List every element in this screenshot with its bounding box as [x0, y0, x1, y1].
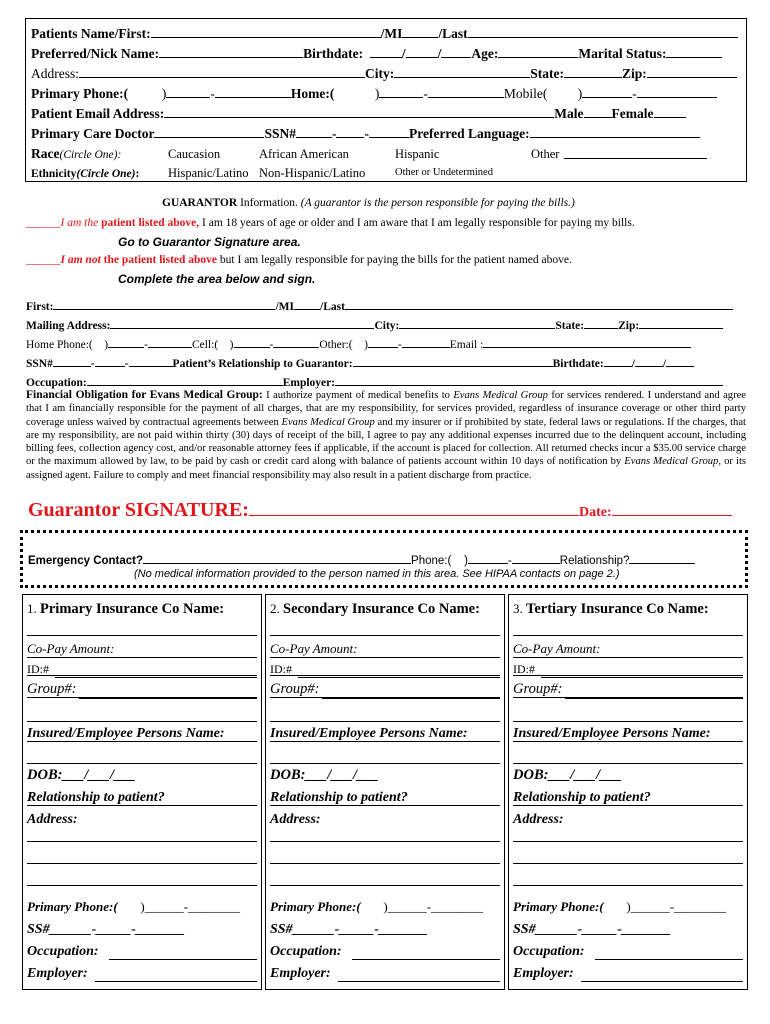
g-address-label: Mailing Address: [26, 320, 111, 332]
ins-fill-line[interactable] [27, 885, 257, 886]
doctor-row: Primary Care Doctor SSN# - - Preferred Language: [31, 125, 700, 142]
marital-status-label: Marital Status: [578, 46, 667, 61]
g-address-field[interactable] [110, 316, 374, 329]
mobile-label: Mobile( [503, 86, 548, 101]
address-label-secondary: Address: [270, 812, 321, 827]
ssn-part3[interactable] [369, 125, 409, 138]
emergency-label: Emergency Contact? [28, 555, 144, 567]
ins-title-secondary: Secondary Insurance Co Name: [283, 601, 480, 617]
g-ssn-part2[interactable] [95, 354, 125, 367]
dob-label-tertiary: DOB:___/___/___ [513, 767, 622, 783]
g-other-line[interactable] [402, 335, 450, 348]
ins-fill-line[interactable] [513, 863, 743, 864]
option-self-rest: I am 18 years of age or older and I am aware that I am legally responsible for paying my bills. [199, 217, 635, 229]
financial-p2: for services rendered. I understand and agree that I am financially responsible for the payment of all charges, that are my responsibility, for services provided, regardless of insurance coverage or other third party coverage unless waived by contractual agreements between [26, 390, 746, 428]
ethnicity-note: (Circle One) [76, 168, 136, 180]
insured-label-tertiary: Insured/Employee Persons Name: [513, 726, 711, 741]
ins-row [27, 789, 257, 806]
g-last-field[interactable] [345, 297, 733, 310]
financial-emg-3: Evans Medical Group [624, 456, 719, 468]
state-field[interactable] [564, 65, 622, 78]
group-label-tertiary: Group#: [513, 681, 563, 697]
employer-field[interactable] [338, 981, 500, 982]
insurance-column-tertiary [508, 594, 748, 990]
ins-num-secondary: 2. [270, 601, 280, 616]
signature-label: Guarantor SIGNATURE: [28, 499, 249, 521]
ins-fill-line[interactable] [513, 885, 743, 886]
g-zip-label: Zip: [618, 320, 640, 332]
ins-fill-line[interactable] [27, 841, 257, 842]
employer-label-secondary: Employer: [270, 966, 331, 981]
ins-fill-line[interactable] [513, 721, 743, 722]
option-other-italic: I am not [60, 254, 101, 266]
group-field[interactable] [322, 698, 500, 699]
primary-phone-prefix[interactable] [166, 85, 210, 98]
ins-fill-line[interactable] [270, 885, 500, 886]
ins-row [27, 965, 257, 982]
ins-row [270, 641, 500, 657]
ins-row [27, 943, 257, 960]
copay-label-primary: Co-Pay Amount: [27, 641, 115, 656]
first-name-field[interactable] [151, 25, 381, 38]
g-other-prefix[interactable] [368, 335, 398, 348]
g-cell-line[interactable] [273, 335, 319, 348]
mi-field[interactable] [402, 25, 438, 38]
ins-fill-line[interactable] [513, 841, 743, 842]
ss-label-primary: SS#______-_____-_______ [27, 922, 185, 937]
ins-row [270, 767, 500, 784]
ins-row [270, 921, 500, 938]
primary-phone-label: Primary Phone:( [31, 86, 129, 101]
ins-row [27, 725, 257, 742]
guarantor-phone-row: Home Phone:( ) - Cell:( ) - Other:( ) - Email : [26, 335, 691, 353]
home-phone-line[interactable] [428, 85, 504, 98]
ins-fill-line[interactable] [513, 635, 743, 636]
emergency-note: (No medical information provided to the person named in this area. See HIPAA contacts on page 2.) [134, 568, 620, 580]
marital-status-field[interactable] [666, 45, 722, 58]
g-first-label: First: [26, 301, 54, 313]
g-city-label: City: [374, 320, 400, 332]
phone-label-primary: Primary Phone:( [27, 899, 118, 914]
ssn-part2[interactable] [336, 125, 364, 138]
id-label-tertiary: ID:# [513, 662, 535, 676]
dob-label-secondary: DOB:___/___/___ [270, 767, 379, 783]
id-field[interactable] [541, 677, 743, 678]
option-other-blank[interactable]: ______ [26, 254, 61, 266]
g-birthdate-label: Birthdate: [552, 358, 604, 370]
copay-field[interactable] [364, 657, 500, 658]
ins-fill-line[interactable] [270, 675, 500, 676]
signature-date-field[interactable] [612, 497, 732, 516]
guarantor-option-self [26, 215, 635, 231]
birth-month-field[interactable] [370, 45, 402, 58]
doctor-field[interactable] [154, 125, 264, 138]
relationship-label-primary: Relationship to patient? [27, 790, 165, 805]
insurance-column-secondary [265, 594, 505, 990]
race-note: (Circle One): [59, 149, 122, 161]
ins-row [270, 681, 500, 698]
race-option-hispanic[interactable]: Hispanic [395, 147, 440, 161]
occupation-field[interactable] [109, 959, 257, 960]
relationship-label-secondary: Relationship to patient? [270, 790, 408, 805]
first-name-label: Patients Name/First: [31, 26, 151, 41]
occupation-field[interactable] [352, 959, 500, 960]
ssn-part1[interactable] [296, 125, 332, 138]
financial-emg-1: Evans Medical Group [453, 390, 548, 401]
g-email-label: Email : [449, 339, 484, 351]
ins-row [27, 921, 257, 938]
ins-row: Primary Phone:( )______-________ [513, 899, 727, 914]
city-field[interactable] [394, 65, 530, 78]
race-option-other[interactable]: Other [531, 147, 560, 161]
birthdate-label: Birthdate: [303, 46, 364, 61]
complete-area-below: Complete the area below and sign. [118, 272, 316, 286]
g-employer-field[interactable] [335, 373, 723, 386]
g-other-label: Other:( [319, 339, 353, 351]
mobile-prefix[interactable] [582, 85, 632, 98]
g-relationship-field[interactable] [353, 354, 553, 367]
ethnicity-colon: : [135, 168, 140, 180]
signature-field[interactable] [249, 497, 579, 516]
id-field[interactable] [55, 677, 257, 678]
guarantor-ssn-row: SSN# - - Patient’s Relationship to Guarantor: Birthdate: / / [26, 354, 694, 372]
ethnicity-option-other[interactable]: Other or Undetermined [395, 167, 493, 178]
group-field[interactable] [565, 698, 743, 699]
race-label: Race [31, 146, 60, 161]
ins-fill-line[interactable] [270, 863, 500, 864]
guarantor-heading [162, 195, 575, 211]
ins-row [513, 767, 743, 784]
state-label: State: [530, 66, 564, 81]
insured-label-primary: Insured/Employee Persons Name: [27, 726, 225, 741]
signature-date-label: Date: [578, 505, 612, 520]
group-label-secondary: Group#: [270, 681, 320, 697]
g-first-field[interactable] [53, 297, 275, 310]
g-city-field[interactable] [399, 316, 555, 329]
email-row [31, 105, 686, 122]
option-other-rest: but I am legally responsible for paying the bills for the patient named above. [217, 254, 572, 266]
g-state-label: State: [555, 320, 585, 332]
relationship-field[interactable] [663, 805, 743, 806]
address-row [31, 65, 737, 82]
ins-fill-line[interactable] [270, 841, 500, 842]
employer-label-tertiary: Employer: [513, 966, 574, 981]
guarantor-heading-note: (A guarantor is the person responsible for paying the bills.) [300, 197, 575, 209]
g-ssn-label: SSN# [26, 358, 53, 370]
patient-info-section [25, 18, 747, 182]
option-self-italic: I am the [60, 217, 99, 229]
birth-year-field[interactable] [441, 45, 471, 58]
employer-field[interactable] [95, 981, 257, 982]
email-label: Patient Email Address: [31, 106, 165, 121]
ssn-label: SSN# [264, 126, 296, 141]
address-field[interactable] [79, 65, 365, 78]
option-self-bold: patient listed above, [98, 217, 200, 229]
preferred-name-row: Preferred/Nick Name: Birthdate: / / Age: Marital Status: [31, 45, 722, 62]
home-phone-prefix[interactable] [379, 85, 423, 98]
emergency-contact-row: Emergency Contact? Phone:( ) - Relationship? [28, 551, 695, 569]
relationship-field[interactable] [177, 805, 257, 806]
preferred-name-field[interactable] [159, 45, 303, 58]
financial-title: Financial Obligation for Evans Medical Group: [26, 389, 263, 401]
id-field[interactable] [298, 677, 500, 678]
group-field[interactable] [79, 698, 257, 699]
male-field[interactable] [584, 105, 612, 118]
ins-fill-line[interactable] [27, 721, 257, 722]
relationship-field[interactable] [420, 805, 500, 806]
ins-row [270, 811, 500, 828]
id-label-primary: ID:# [27, 662, 49, 676]
ins-row [513, 681, 743, 698]
financial-emg-2: Evans Medical Group [281, 416, 375, 428]
g-zip-field[interactable] [639, 316, 723, 329]
ins-row [513, 943, 743, 960]
ins-row [270, 601, 500, 618]
copay-label-secondary: Co-Pay Amount: [270, 641, 358, 656]
emergency-phone-prefix[interactable] [468, 551, 508, 564]
ins-row [270, 965, 500, 982]
copay-label-tertiary: Co-Pay Amount: [513, 641, 601, 656]
age-label: Age: [471, 46, 499, 61]
emergency-phone-line[interactable] [512, 551, 560, 564]
race-row [31, 146, 560, 163]
g-mi-label: /MI [275, 301, 294, 313]
mobile-line[interactable] [637, 85, 717, 98]
ins-fill-line[interactable] [270, 763, 500, 764]
language-label: Preferred Language: [408, 126, 530, 141]
home-phone-label: Home:( [290, 86, 335, 101]
birth-day-field[interactable] [406, 45, 438, 58]
preferred-name-label: Preferred/Nick Name: [31, 46, 160, 61]
ins-fill-line[interactable] [27, 863, 257, 864]
email-field[interactable] [164, 105, 554, 118]
ethnicity-option-hispanic[interactable]: Hispanic/Latino [168, 166, 249, 180]
city-label: City: [365, 66, 395, 81]
g-ssn-part1[interactable] [53, 354, 91, 367]
ins-row [27, 681, 257, 698]
ins-row [513, 601, 743, 618]
race-option-african-american[interactable]: African American [259, 147, 349, 161]
ins-fill-line[interactable] [27, 675, 257, 676]
ins-row [270, 943, 500, 960]
employer-field[interactable] [581, 981, 743, 982]
ins-row [27, 767, 257, 784]
financial-p1: I authorize payment of medical benefits to [262, 390, 454, 401]
dob-label-primary: DOB:___/___/___ [27, 767, 136, 783]
g-birth-year[interactable] [666, 354, 694, 367]
address-label-tertiary: Address: [513, 812, 564, 827]
g-birth-day[interactable] [635, 354, 663, 367]
ethnicity-row [31, 165, 493, 182]
guarantor-name-row [26, 297, 733, 315]
primary-phone-line[interactable] [215, 85, 291, 98]
female-field[interactable] [654, 105, 686, 118]
g-home-phone-line[interactable] [148, 335, 192, 348]
occupation-label-tertiary: Occupation: [513, 944, 585, 959]
occupation-label-secondary: Occupation: [270, 944, 342, 959]
ins-row [513, 811, 743, 828]
occupation-field[interactable] [595, 959, 743, 960]
occupation-label-primary: Occupation: [27, 944, 99, 959]
ins-fill-line[interactable] [270, 635, 500, 636]
g-relationship-label: Patient’s Relationship to Guarantor: [172, 358, 353, 370]
emergency-relationship-field[interactable] [629, 551, 695, 564]
race-option-caucasion[interactable]: Caucasion [168, 147, 221, 161]
ins-title-primary: Primary Insurance Co Name: [40, 601, 225, 617]
race-other-field[interactable] [564, 146, 707, 159]
zip-label: Zip: [622, 66, 647, 81]
ethnicity-label: Ethnicity [31, 168, 77, 180]
guarantor-signature-row [28, 497, 732, 525]
age-field[interactable] [498, 45, 578, 58]
ins-title-tertiary: Tertiary Insurance Co Name: [526, 601, 709, 617]
g-home-phone-label: Home Phone:( [26, 339, 93, 351]
relationship-label-tertiary: Relationship to patient? [513, 790, 651, 805]
ins-row: Primary Phone:( )______-________ [270, 899, 484, 914]
last-name-label: /Last [438, 26, 468, 41]
ins-num-primary: 1. [27, 601, 37, 616]
id-label-secondary: ID:# [270, 662, 292, 676]
ethnicity-option-non-hispanic[interactable]: Non-Hispanic/Latino [259, 166, 366, 180]
zip-field[interactable] [647, 65, 737, 78]
address-label-primary: Address: [27, 812, 78, 827]
ins-fill-line[interactable] [513, 741, 743, 742]
ins-fill-line[interactable] [27, 741, 257, 742]
ins-fill-line[interactable] [513, 763, 743, 764]
phone-label-secondary: Primary Phone:( [270, 899, 361, 914]
option-self-blank[interactable]: ______ [26, 217, 61, 229]
ins-fill-line[interactable] [270, 721, 500, 722]
guarantor-option-other [26, 252, 572, 268]
ins-row [513, 965, 743, 982]
employer-label-primary: Employer: [27, 966, 88, 981]
guarantor-heading-rest: Information. [237, 197, 298, 209]
ins-row [513, 921, 743, 938]
g-ssn-part3[interactable] [129, 354, 173, 367]
financial-obligation-text [26, 389, 746, 482]
guarantor-heading-bold: GUARANTOR [162, 197, 238, 209]
option-other-bold: the patient listed above [100, 254, 218, 266]
mi-label: /MI [380, 26, 403, 41]
ins-fill-line[interactable] [513, 675, 743, 676]
phone-label-tertiary: Primary Phone:( [513, 899, 604, 914]
g-occupation-field[interactable] [87, 373, 283, 386]
ins-row [27, 601, 257, 618]
insured-label-secondary: Insured/Employee Persons Name: [270, 726, 468, 741]
emergency-relationship-label: Relationship? [559, 555, 630, 567]
ins-row [513, 725, 743, 742]
doctor-label: Primary Care Doctor [31, 126, 155, 141]
financial-p4: , or its assigned agent. Failure to comply and meet financial responsibility may also result in a patient discharge from practice. [26, 456, 747, 481]
ins-row [270, 725, 500, 742]
ins-fill-line[interactable] [27, 635, 257, 636]
g-mi-field[interactable] [294, 297, 320, 310]
ss-label-secondary: SS#______-_____-_______ [270, 922, 428, 937]
guarantor-address-row [26, 316, 723, 334]
ins-fill-line[interactable] [270, 741, 500, 742]
patient-name-row [31, 25, 738, 42]
ins-row [270, 789, 500, 806]
last-name-field[interactable] [468, 25, 738, 38]
g-cell-prefix[interactable] [234, 335, 270, 348]
emergency-phone-label: Phone:( [411, 555, 452, 567]
phone-row: Primary Phone:( ) - Home:( ) - Mobile( ) - [31, 85, 717, 102]
ins-fill-line[interactable] [27, 763, 257, 764]
emergency-name-field[interactable] [143, 551, 411, 564]
ins-row [27, 811, 257, 828]
g-state-field[interactable] [584, 316, 618, 329]
g-email-field[interactable] [483, 335, 691, 348]
ins-row: Primary Phone:( )______-________ [27, 899, 241, 914]
insurance-column-primary [22, 594, 262, 990]
female-label: Female [611, 106, 654, 121]
ins-row [513, 641, 743, 657]
g-employer-label: Employer: [282, 377, 336, 389]
g-occupation-label: Occupation: [26, 377, 87, 389]
ss-label-tertiary: SS#______-_____-_______ [513, 922, 671, 937]
ins-row [27, 641, 257, 657]
financial-p3: and my insurer or if prohibited by state, federal laws or regulations. If the charges, that are my responsibility, are not paid within thirty (30) days of receipt of the bill, I agree to pay any additional expenses incurred due to the delinquent account, including billing fees, collection agency cost, and/or reasonable attorney fees if applicable, if the account is placed for collection. All returned checks incur a $35.00 service charge or the maximum allowed by law, to be paid by cash or credit card along with balance of patients account within 10 days of notification by [26, 416, 746, 468]
copay-field[interactable] [607, 657, 743, 658]
g-last-label: /Last [320, 301, 345, 313]
g-cell-label: Cell:( [191, 339, 219, 351]
copay-field[interactable] [121, 657, 257, 658]
go-to-signature: Go to Guarantor Signature area. [118, 235, 301, 249]
ins-row [513, 789, 743, 806]
male-label: Male [554, 106, 584, 121]
g-home-phone-prefix[interactable] [108, 335, 144, 348]
ins-num-tertiary: 3. [513, 601, 523, 616]
address-label: Address: [31, 66, 79, 81]
language-field[interactable] [530, 125, 700, 138]
g-birth-month[interactable] [604, 354, 632, 367]
group-label-primary: Group#: [27, 681, 77, 697]
